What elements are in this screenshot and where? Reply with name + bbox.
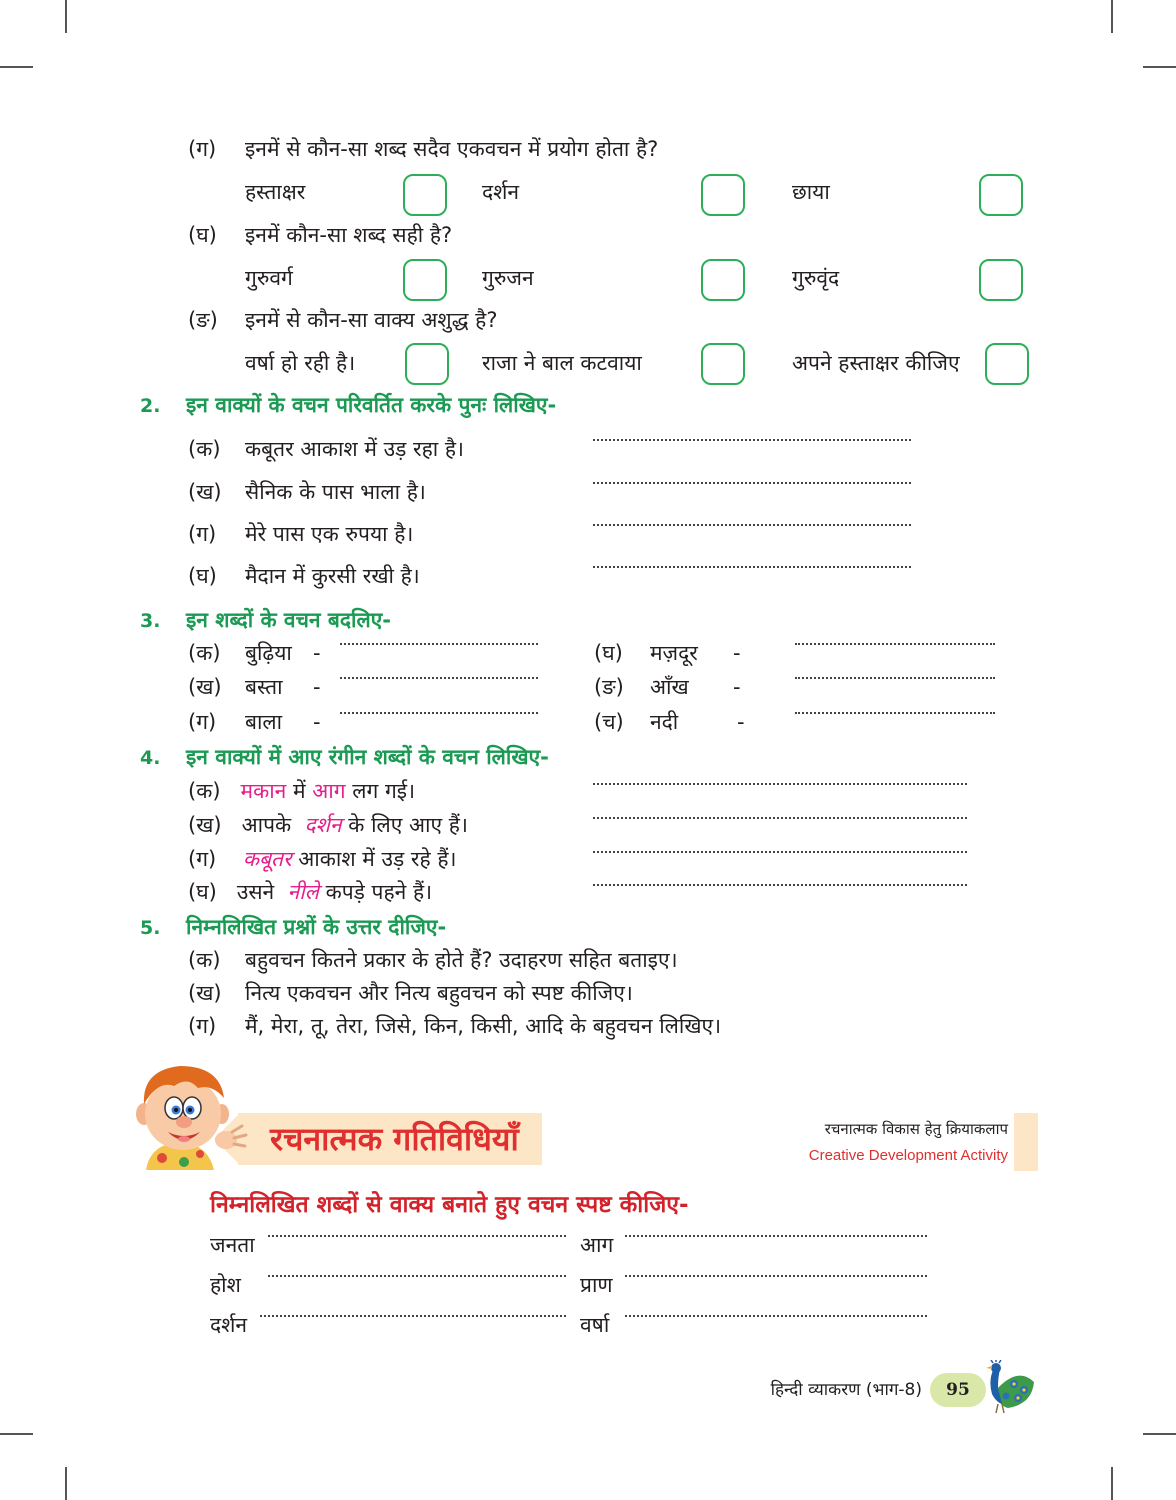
answer-checkbox[interactable] bbox=[701, 174, 745, 216]
q3-right-label: (घ) bbox=[594, 641, 623, 665]
q5-item-text: मैं, मेरा, तू, तेरा, जिसे, किन, किसी, आदि के बहुवचन लिखिए। bbox=[245, 1014, 722, 1038]
answer-line[interactable] bbox=[795, 677, 995, 679]
q4-item bbox=[188, 877, 432, 907]
answer-line[interactable] bbox=[268, 1275, 566, 1277]
answer-line[interactable] bbox=[593, 817, 967, 819]
q4-item-label: (क) bbox=[188, 779, 221, 803]
q5-item-text: बहुवचन कितने प्रकार के होते हैं? उदाहरण सहित बताइए। bbox=[245, 948, 678, 972]
q5-number: 5. bbox=[140, 917, 161, 939]
answer-line[interactable] bbox=[593, 566, 911, 568]
q5-item-label: (क) bbox=[188, 948, 221, 972]
answer-line[interactable] bbox=[795, 712, 995, 714]
crop-mark bbox=[1143, 66, 1176, 68]
q1-ga-option-2: दर्शन bbox=[482, 180, 520, 204]
answer-line[interactable] bbox=[260, 1315, 566, 1317]
colored-word: कबूतर bbox=[242, 847, 292, 871]
q3-dash: - bbox=[733, 641, 741, 665]
answer-line[interactable] bbox=[340, 643, 538, 645]
answer-line[interactable] bbox=[340, 712, 538, 714]
q1-gha-label: (घ) bbox=[188, 223, 217, 247]
q1-ga-question: इनमें से कौन-सा शब्द सदैव एकवचन में प्रयोग होता है? bbox=[245, 137, 659, 161]
activity-banner-title: रचनात्मक गतिविधियाँ bbox=[270, 1120, 519, 1158]
q2-item-text: कबूतर आकाश में उड़ रहा है। bbox=[245, 437, 464, 461]
answer-line[interactable] bbox=[593, 884, 967, 886]
q3-left-word: बुढ़िया bbox=[245, 641, 292, 665]
answer-line[interactable] bbox=[593, 482, 911, 484]
q3-right-word: नदी bbox=[650, 710, 679, 734]
q2-item-label: (घ) bbox=[188, 564, 217, 588]
page-number: 95 bbox=[946, 1380, 970, 1400]
answer-line[interactable] bbox=[795, 643, 995, 645]
q3-right-label: (ङ) bbox=[594, 675, 624, 699]
activity-instruction: निम्नलिखित शब्दों से वाक्य बनाते हुए वचन स्पष्ट कीजिए- bbox=[210, 1192, 689, 1218]
q2-item-label: (ख) bbox=[188, 480, 222, 504]
crop-mark bbox=[65, 1467, 67, 1500]
q4-title: इन वाक्यों में आए रंगीन शब्दों के वचन लिखिए- bbox=[186, 745, 549, 769]
activity-word: वर्षा bbox=[580, 1313, 610, 1337]
answer-checkbox[interactable] bbox=[405, 343, 449, 385]
q3-left-label: (ख) bbox=[188, 675, 222, 699]
q3-dash: - bbox=[313, 641, 321, 665]
book-title: हिन्दी व्याकरण (भाग-8) bbox=[770, 1380, 922, 1400]
q5-item-label: (ख) bbox=[188, 981, 222, 1005]
q3-right-label: (च) bbox=[594, 710, 624, 734]
q3-left-label: (क) bbox=[188, 641, 221, 665]
crop-mark bbox=[0, 1433, 33, 1435]
q3-dash: - bbox=[733, 675, 741, 699]
crop-mark bbox=[65, 0, 67, 33]
peacock-icon bbox=[978, 1360, 1036, 1414]
answer-checkbox[interactable] bbox=[403, 259, 447, 301]
q4-item-text: आकाश में उड़ रहे हैं। bbox=[298, 847, 457, 871]
answer-checkbox[interactable] bbox=[985, 343, 1029, 385]
q3-number: 3. bbox=[140, 610, 161, 632]
q3-dash: - bbox=[313, 710, 321, 734]
subtitle-accent-bar bbox=[1014, 1113, 1038, 1171]
q1-ga-option-3: छाया bbox=[792, 180, 830, 204]
q4-item-label: (ग) bbox=[188, 847, 217, 871]
q3-dash: - bbox=[313, 675, 321, 699]
q4-item-text: लग गई। bbox=[352, 779, 416, 803]
q1-nga-question: इनमें से कौन-सा वाक्य अशुद्ध है? bbox=[245, 308, 498, 332]
crop-mark bbox=[0, 66, 33, 68]
activity-word: प्राण bbox=[580, 1273, 613, 1297]
q4-item-label: (ख) bbox=[188, 813, 222, 837]
activity-word: आग bbox=[580, 1233, 614, 1257]
q1-ga-option-1: हस्ताक्षर bbox=[245, 180, 306, 204]
q4-number: 4. bbox=[140, 747, 161, 769]
q4-item-text: के लिए आए हैं। bbox=[348, 813, 468, 837]
answer-line[interactable] bbox=[593, 524, 911, 526]
q1-ga-label: (ग) bbox=[188, 137, 217, 161]
q2-title: इन वाक्यों के वचन परिवर्तित करके पुनः लिखिए- bbox=[186, 393, 557, 417]
q4-item-label: (घ) bbox=[188, 880, 217, 904]
q5-item-label: (ग) bbox=[188, 1014, 217, 1038]
q2-item-label: (क) bbox=[188, 437, 221, 461]
answer-line[interactable] bbox=[340, 677, 538, 679]
q2-item-text: मैदान में कुरसी रखी है। bbox=[245, 564, 420, 588]
answer-checkbox[interactable] bbox=[979, 259, 1023, 301]
answer-line[interactable] bbox=[625, 1235, 927, 1237]
q5-title: निम्नलिखित प्रश्नों के उत्तर दीजिए- bbox=[186, 915, 447, 939]
colored-word: मकान bbox=[240, 779, 287, 803]
q4-item bbox=[188, 844, 456, 874]
activity-subtitle-hindi: रचनात्मक विकास हेतु क्रियाकलाप bbox=[824, 1120, 1008, 1138]
q1-gha-option-2: गुरुजन bbox=[482, 266, 534, 290]
q3-right-word: मज़दूर bbox=[650, 641, 698, 665]
crop-mark bbox=[1111, 1467, 1113, 1500]
crop-mark bbox=[1143, 1433, 1176, 1435]
crop-mark bbox=[1111, 0, 1113, 33]
answer-line[interactable] bbox=[593, 851, 967, 853]
activity-word: दर्शन bbox=[210, 1313, 248, 1337]
q3-title: इन शब्दों के वचन बदलिए- bbox=[186, 608, 392, 632]
q4-item bbox=[188, 776, 415, 806]
q2-number: 2. bbox=[140, 395, 161, 417]
q4-item-text: में bbox=[293, 779, 306, 803]
q3-dash: - bbox=[737, 710, 745, 734]
activity-word: होश bbox=[210, 1273, 241, 1297]
answer-checkbox[interactable] bbox=[701, 343, 745, 385]
answer-line[interactable] bbox=[593, 783, 967, 785]
answer-checkbox[interactable] bbox=[701, 259, 745, 301]
colored-word: नीले bbox=[287, 880, 319, 904]
activity-word: जनता bbox=[210, 1233, 255, 1257]
q1-gha-option-1: गुरुवर्ग bbox=[245, 266, 293, 290]
q3-left-word: बाला bbox=[245, 710, 283, 734]
q4-item-text: उसने bbox=[236, 880, 275, 904]
q1-nga-option-2: राजा ने बाल कटवाया bbox=[482, 351, 642, 375]
q1-nga-option-3: अपने हस्ताक्षर कीजिए bbox=[792, 351, 960, 375]
q5-item-text: नित्य एकवचन और नित्य बहुवचन को स्पष्ट कीजिए। bbox=[245, 981, 633, 1005]
answer-line[interactable] bbox=[625, 1275, 927, 1277]
colored-word: आग bbox=[312, 779, 346, 803]
q1-gha-question: इनमें कौन-सा शब्द सही है? bbox=[245, 223, 453, 247]
answer-line[interactable] bbox=[593, 439, 911, 441]
q2-item-label: (ग) bbox=[188, 522, 217, 546]
answer-line[interactable] bbox=[268, 1235, 566, 1237]
q2-item-text: मेरे पास एक रुपया है। bbox=[245, 522, 414, 546]
q4-item-text: आपके bbox=[241, 813, 292, 837]
q4-item-text: कपड़े पहने हैं। bbox=[325, 880, 433, 904]
q3-left-label: (ग) bbox=[188, 710, 217, 734]
answer-checkbox[interactable] bbox=[403, 174, 447, 216]
activity-subtitle-english: Creative Development Activity bbox=[808, 1147, 1008, 1164]
q1-nga-label: (ङ) bbox=[188, 308, 218, 332]
q2-item-text: सैनिक के पास भाला है। bbox=[245, 480, 426, 504]
q1-gha-option-3: गुरुवृंद bbox=[792, 266, 840, 290]
q1-nga-option-1: वर्षा हो रही है। bbox=[245, 351, 356, 375]
cartoon-boy-illustration bbox=[128, 1062, 248, 1170]
answer-line[interactable] bbox=[625, 1315, 927, 1317]
q3-right-word: आँख bbox=[650, 675, 689, 699]
answer-checkbox[interactable] bbox=[979, 174, 1023, 216]
q4-item bbox=[188, 810, 468, 840]
colored-word: दर्शन bbox=[304, 813, 342, 837]
q3-left-word: बस्ता bbox=[245, 675, 283, 699]
